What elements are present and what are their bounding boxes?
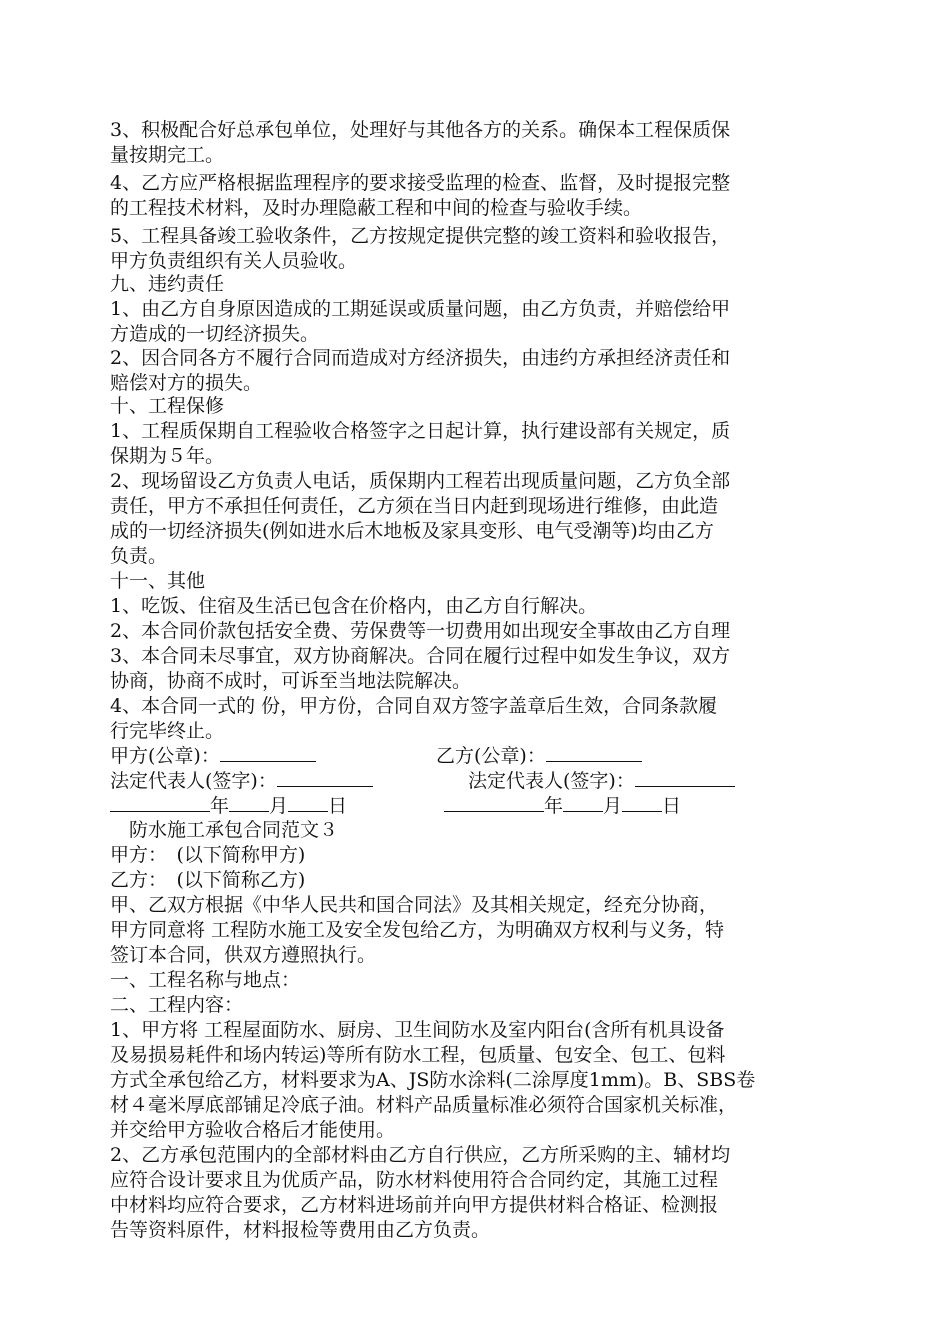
day-blank: [288, 793, 328, 812]
text-line: 2、现场留设乙方负责人电话，质保期内工程若出现质量问题，乙方负全部: [110, 470, 731, 492]
text-line: 行完毕终止。: [110, 720, 225, 742]
text-line: 方造成的一切经济损失。: [110, 323, 320, 345]
party-b-seal: [436, 743, 642, 768]
text-line: 量按期完工。: [110, 144, 225, 166]
text-line: 4、乙方应严格根据监理程序的要求接受监理的检查、监督，及时提报完整: [110, 172, 731, 194]
day-label: 日: [328, 795, 348, 817]
text-line: 责任，甲方不承担任何责任，乙方须在当日内赶到现场进行维修，由此造: [110, 495, 719, 517]
section-heading: 十、工程保修: [110, 395, 225, 417]
text-line: 甲方同意将 工程防水施工及安全发包给乙方，为明确双方权利与义务，特: [110, 919, 725, 941]
day-label: 日: [662, 795, 682, 817]
text-line: 1、工程质保期自工程验收合格签字之日起计算，执行建设部有关规定，质: [110, 420, 731, 442]
text-line: 负责。: [110, 545, 168, 567]
party-a-date: [110, 793, 347, 818]
text-line: 并交给甲方验收合格后才能使用。: [110, 1119, 396, 1141]
text-line: 协商，协商不成时，可诉至当地法院解决。: [110, 670, 472, 692]
month-label: 月: [269, 795, 289, 817]
day-blank: [622, 793, 662, 812]
party-a-rep-blank: [277, 768, 373, 787]
party-b-seal-blank: [546, 743, 642, 762]
text-line: 签订本合同，供双方遵照执行。: [110, 944, 377, 966]
text-line: 4、本合同一式的 份，甲方份，合同自双方签字盖章后生效，合同条款履: [110, 695, 718, 717]
text-line: 甲、乙双方根据《中华人民共和国合同法》及其相关规定，经充分协商，: [110, 894, 719, 916]
text-line: 3、积极配合好总承包单位，处理好与其他各方的关系。确保本工程保质保: [110, 119, 731, 141]
text-line: 5、工程具备竣工验收条件，乙方按规定提供完整的竣工资料和验收报告，: [110, 225, 731, 247]
text-line: 2、本合同价款包括安全费、劳保费等一切费用如出现安全事故由乙方自理: [110, 620, 731, 642]
text-line: 甲方负责组织有关人员验收。: [110, 250, 358, 272]
text-line: 甲方： (以下简称甲方): [110, 844, 306, 866]
text-line: 1、甲方将 工程屋面防水、厨房、卫生间防水及室内阳台(含所有机具设备: [110, 1019, 725, 1041]
year-blank: [444, 793, 544, 812]
section-heading: 二、工程内容：: [110, 994, 244, 1016]
document-title: 防水施工承包合同范文３: [110, 819, 339, 841]
party-b-date: [444, 793, 681, 818]
party-a-rep-label: 法定代表人(签字)：: [110, 770, 277, 792]
text-line: 3、本合同未尽事宜，双方协商解决。合同在履行过程中如发生争议，双方: [110, 645, 731, 667]
party-b-rep-blank: [635, 768, 735, 787]
section-heading: 九、违约责任: [110, 273, 225, 295]
section-heading: 十一、其他: [110, 570, 206, 592]
text-line: 方式全承包给乙方，材料要求为A、JS防水涂料(二涂厚度1mm)。B、SBS卷: [110, 1069, 756, 1091]
party-b-seal-label: 乙方(公章)：: [436, 745, 546, 767]
month-blank: [229, 793, 269, 812]
party-a-representative: [110, 768, 373, 793]
party-a-seal-label: 甲方(公章)：: [110, 745, 220, 767]
text-line: 2、因合同各方不履行合同而造成对方经济损失，由违约方承担经济责任和: [110, 347, 731, 369]
text-line: 应符合设计要求且为优质产品，防水材料使用符合合同约定，其施工过程: [110, 1169, 719, 1191]
party-a-seal-blank: [220, 743, 316, 762]
text-line: 1、由乙方自身原因造成的工期延误或质量问题，由乙方负责，并赔偿给甲: [110, 298, 731, 320]
section-heading: 一、工程名称与地点：: [110, 969, 301, 991]
text-line: 的工程技术材料，及时办理隐蔽工程和中间的检查与验收手续。: [110, 197, 643, 219]
text-line: 乙方： (以下简称乙方): [110, 869, 306, 891]
text-line: 2、乙方承包范围内的全部材料由乙方自行供应，乙方所采购的主、辅材均: [110, 1144, 731, 1166]
text-line: 赔偿对方的损失。: [110, 372, 263, 394]
month-blank: [563, 793, 603, 812]
year-blank: [110, 793, 210, 812]
text-line: 1、吃饭、住宿及生活已包含在价格内，由乙方自行解决。: [110, 595, 598, 617]
text-line: 及易损易耗件和场内转运)等所有防水工程，包质量、包安全、包工、包料: [110, 1044, 726, 1066]
text-line: 材４毫米厚底部铺足冷底子油。材料产品质量标准必须符合国家机关标准，: [110, 1094, 738, 1116]
party-b-rep-label: 法定代表人(签字)：: [468, 770, 635, 792]
party-b-representative: [468, 768, 735, 793]
year-label: 年: [210, 795, 230, 817]
text-line: 告等资料原件，材料报检等费用由乙方负责。: [110, 1219, 491, 1241]
month-label: 月: [603, 795, 623, 817]
year-label: 年: [544, 795, 564, 817]
text-line: 中材料均应符合要求，乙方材料进场前并向甲方提供材料合格证、检测报: [110, 1194, 719, 1216]
text-line: 成的一切经济损失(例如进水后木地板及家具变形、电气受潮等)均由乙方: [110, 520, 714, 542]
party-a-seal: [110, 743, 316, 768]
text-line: 保期为５年。: [110, 445, 225, 467]
